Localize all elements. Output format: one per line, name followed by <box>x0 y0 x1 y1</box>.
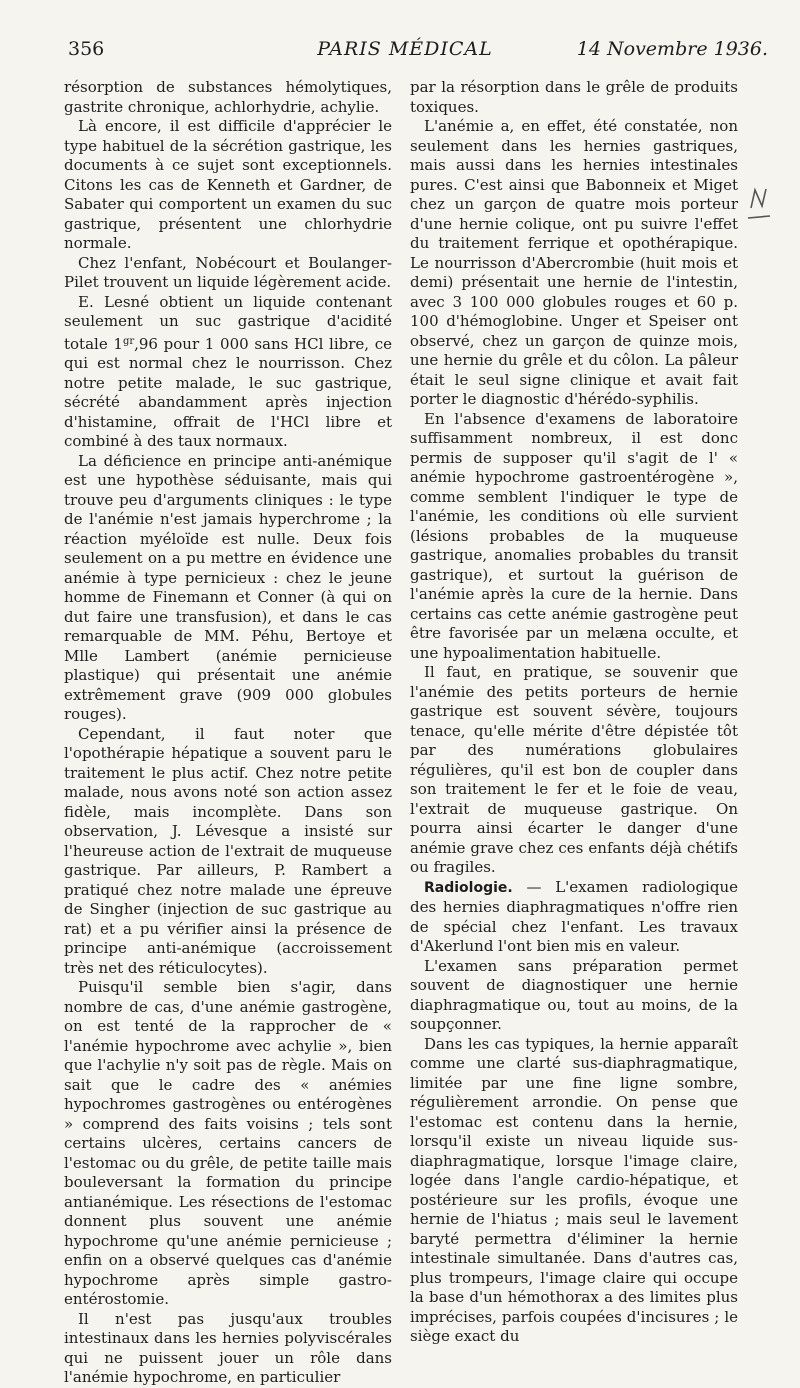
paragraph: L'examen sans préparation permet souvent de diagnostiquer une hernie diaphragmatique ou, tout au moins, de la soupçonner. <box>410 956 738 1033</box>
paragraph: La déficience en principe anti-anémique est une hypothèse séduisante, mais qui trouve peu d'arguments cliniques : le type de l'anémie n'est jamais hyperchrome ; la réaction myéloïde est nulle. Deux fois seulement on a pu mettre en évidence une anémie à type pernicieux : chez le jeune homme de Finemann et Conner (à qui on dut faire une transfusion), et dans le cas remarquable de MM. Péhu, Bertoye et Mlle Lambert (anémie pernicieuse plastique) qui présentait une anémie extrêmement grave (909 000 globules rouges). <box>64 451 392 723</box>
paragraph-text: ,96 pour 1 000 sans HCl libre, ce qui est normal chez le nourrisson. Chez notre petite malade, le suc gastrique, sécrété abandamment après injection d'histamine, offrait de l'HCl libre et combiné à des taux normaux. <box>64 334 393 450</box>
paragraph-text: E. Lesné obtient un liquide contenant seulement un suc gastrique d'acidité totale 1 <box>64 292 392 353</box>
superscript-unit: gr <box>122 335 135 347</box>
journal-title: PARIS MÉDICAL <box>317 38 493 60</box>
paragraph: Puisqu'il semble bien s'agir, dans nombre de cas, d'une anémie gastrogène, on est tenté de la rapprocher de « l'anémie hypochrome avec achylie », bien que l'achylie n'y soit pas de règle. Mais on sait que le cadre des « anémies hypochromes gastrogènes ou entérogènes » comprend des faits voisins ; tels sont certains ulcères, certains cancers de l'estomac ou du grêle, de petite taille mais bouleversant la formation du principe antianémique. Les résections de l'estomac donnent plus souvent une anémie hypochrome qu'une anémie pernicieuse ; enfin on a observé quelques cas d'anémie hypochrome après simple gastro-entérostomie. <box>64 978 392 1308</box>
paragraph: par la résorption dans le grêle de produits toxiques. <box>410 78 738 116</box>
section-heading: Radiologie. <box>424 879 513 896</box>
paragraph-text: — L'examen radiologique des hernies diaphragmatiques n'offre rien de spécial chez l'enfant. Les travaux d'Akerlund l'ont bien mis en valeur. <box>410 877 738 955</box>
paragraph: Il n'est pas jusqu'aux troubles intestinaux dans les hernies polyviscérales qui ne puissent jouer un rôle dans l'anémie hypochrome, en particulier <box>64 1309 392 1386</box>
right-column <box>410 78 738 1347</box>
paragraph <box>410 878 738 957</box>
paragraph: Dans les cas typiques, la hernie apparaît comme une clarté sus-diaphragmatique, limitée par une fine ligne sombre, régulièrement arrondie. On pense que l'estomac est contenu dans la hernie, lorsqu'il existe un niveau liquide sus-diaphragmatique, lorsque l'image claire, logée dans l'angle cardio-hépatique, et postérieure sur les profils, évoque une hernie de l'hiatus ; mais seul le lavement baryté permettra d'éliminer la hernie intestinale simultanée. Dans d'autres cas, plus trompeurs, l'image claire qui occupe la base d'un hémothorax a des limites plus imprécises, parfois coupées d'incisures ; le siège exact du <box>410 1034 738 1345</box>
page-header <box>40 38 770 72</box>
paragraph: Il faut, en pratique, se souvenir que l'anémie des petits porteurs de hernie gastrique est souvent sévère, toujours tenace, qu'elle mérite d'être dépistée tôt par des numérations globulaires régulières, qu'il est bon de coupler dans son traitement le fer et le foie de veau, l'extrait de muqueuse gastrique. On pourra ainsi écarter le danger d'une anémie grave chez ces enfants déjà chétifs ou fragiles. <box>410 663 738 876</box>
paragraph: L'anémie a, en effet, été constatée, non seulement dans les hernies gastriques, mais aussi dans les hernies intestinales pures. C'est ainsi que Babonneix et Miget chez un garçon de quatre mois porteur d'une hernie colique, ont pu suivre l'effet du traitement ferrique et opothérapique. Le nourrisson d'Abercrombie (huit mois et demi) présentait une hernie de l'intestin, avec 3 100 000 globules rouges et 60 p. 100 d'hémoglobine. Unger et Speiser ont observé, chez un garçon de quinze mois, une hernie du grêle et du côlon. La pâleur était le seul signe clinique et avait fait porter le diagnostic d'hérédo-syphilis. <box>410 117 738 408</box>
paragraph: Cependant, il faut noter que l'opothérapie hépatique a souvent paru le traitement le plus actif. Chez notre petite malade, nous avons noté son action assez fidèle, mais incomplète. Dans son observation, J. Lévesque a insisté sur l'heureuse action de l'extrait de muqueuse gastrique. Par ailleurs, P. Rambert a pratiqué chez notre malade une épreuve de Singher (injection de suc gastrique au rat) et a pu vérifier ainsi la présence de principe anti-anémique (accroissement très net des réticulocytes). <box>64 724 392 977</box>
issue-date: 14 Novembre 1936. <box>576 38 768 60</box>
paragraph: En l'absence d'examens de laboratoire suffisamment nombreux, il est donc permis de supposer qu'il s'agit de l' « anémie hypochrome gastroentérogène », comme semblent l'indiquer le type de l'anémie, les conditions où elle survient (lésions probables de la muqueuse gastrique, anomalies probables du transit gastrique), et surtout la guérison de l'anémie après la cure de la hernie. Dans certains cas cette anémie gastrogène peut être favorisée par un melæna occulte, et une hypoalimentation habituelle. <box>410 409 738 662</box>
annotation-mark-icon <box>746 186 772 228</box>
paragraph: résorption de substances hémolytiques, gastrite chronique, achlorhydrie, achylie. <box>64 78 392 116</box>
paragraph: Là encore, il est difficile d'apprécier le type habituel de la sécrétion gastrique, les documents à ce sujet sont exceptionnels. Citons les cas de Kenneth et Gardner, de Sabater qui comportent un examen du suc gastrique, présentent une chlorhydrie normale. <box>64 117 392 252</box>
left-column <box>64 78 392 1388</box>
paragraph: Chez l'enfant, Nobécourt et Boulanger-Pilet trouvent un liquide légèrement acide. <box>64 253 392 291</box>
handwritten-annotation <box>746 186 772 228</box>
page-number: 356 <box>68 38 105 60</box>
paragraph <box>64 293 392 452</box>
